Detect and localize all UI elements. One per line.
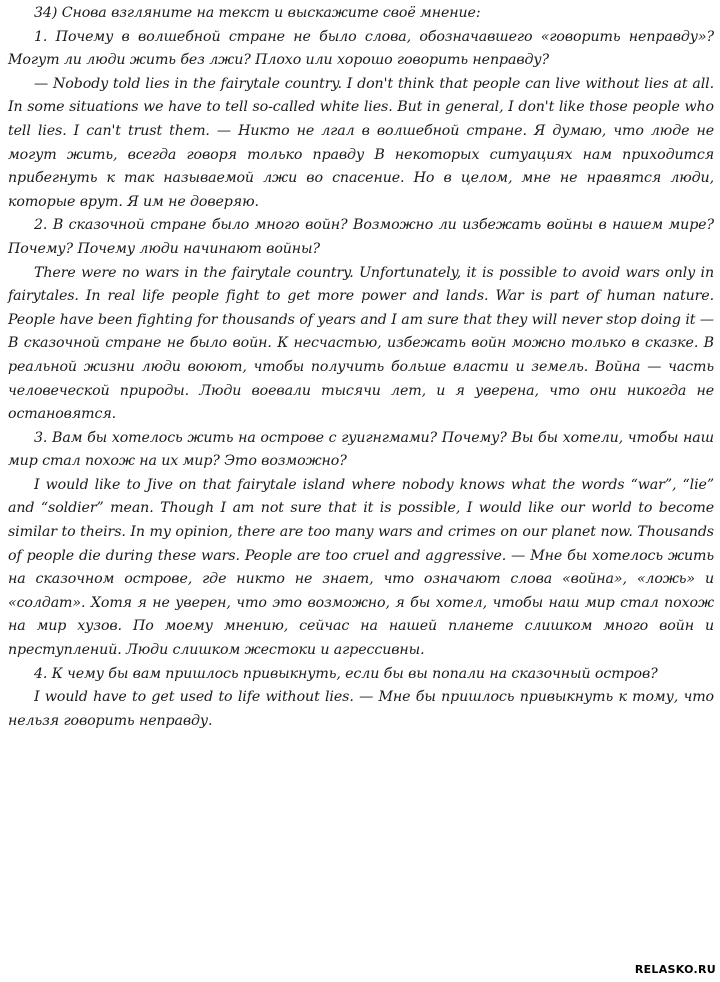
question-4: 4. К чему бы вам пришлось привыкнуть, если бы вы попали на сказочный остров?	[34, 665, 658, 682]
answer-4: I would have to get used to life without lies. — Мне бы пришлось привыкнуть к тому, что нельзя говорить неправду.	[8, 689, 714, 729]
answer-1: — Nobody told lies in the fairytale country. I don't think that people can live without lies at all. In some situations we have to tell so-called white lies. But in general, I don't like those people who tell lies. I can't trust them. — Никто не лгал в волшебной стране. Я думаю, что люде не могут жить, всегда говоря только правду В некоторых ситуациях нам приходится прибегнуть к так называемой лжи во спасение. Но в целом, мне не нравятся люди, которые врут. Я им не доверяю.	[8, 75, 714, 210]
question-3: 3. Вам бы хотелось жить на острове с гуигнгмами? Почему? Вы бы хотели, чтобы наш мир стал похож на их мир? Это возможно?	[8, 429, 714, 470]
question-2: 2. В сказочной стране было много войн? Возможно ли избежать войны в нашем мире? Почему? Почему люди начинают войны?	[8, 217, 714, 257]
question-1: 1. Почему в волшебной стране не было слова, обозначавшего «говорить неправду»? Могут ли люди жить без лжи? Плохо или хорошо говорить неправду?	[8, 28, 714, 69]
exercise-heading: 34) Снова взгляните на текст и выскажите своё мнение:	[34, 5, 481, 21]
site-watermark: RELASKO.RU	[634, 963, 716, 976]
answer-3: I would like to Jive on that fairytale island where nobody knows what the words “war”, “lie” and “soldier” mean. Though I am not sure that it is possible, I would like our world to become similar to theirs. In my opinion, there are too many wars and crimes on our planet now. Thousands of people die during these wars. People are too cruel and aggressive. — Мне бы хотелось жить на сказочном острове, где никто не знает, что означают слова «война», «ложь» и «солдат». Хотя я не уверен, что это возможно, я бы хотел, чтобы наш мир стал похож на мир хузов. По моему мнению, сейчас на нашей планете слишком много войн и преступлений. Люди слишком жестоки и агрессивны.	[8, 476, 714, 659]
answer-2: There were no wars in the fairytale country. Unfortunately, it is possible to avoid wars only in fairytales. In real life people fight to get more power and lands. War is part of human nature. People have been fighting for thousands of years and I am sure that they will never stop doing it — В сказочной стране не было войн. К несчастью, избежать войн можно только в сказке. В реальной жизни люди воюют, чтобы получить больше власти и земель. Война — часть человеческой природы. Люди воевали тысячи лет, и я уверена, что они никогда не остановятся.	[8, 264, 714, 423]
document-text	[8, 2, 714, 733]
